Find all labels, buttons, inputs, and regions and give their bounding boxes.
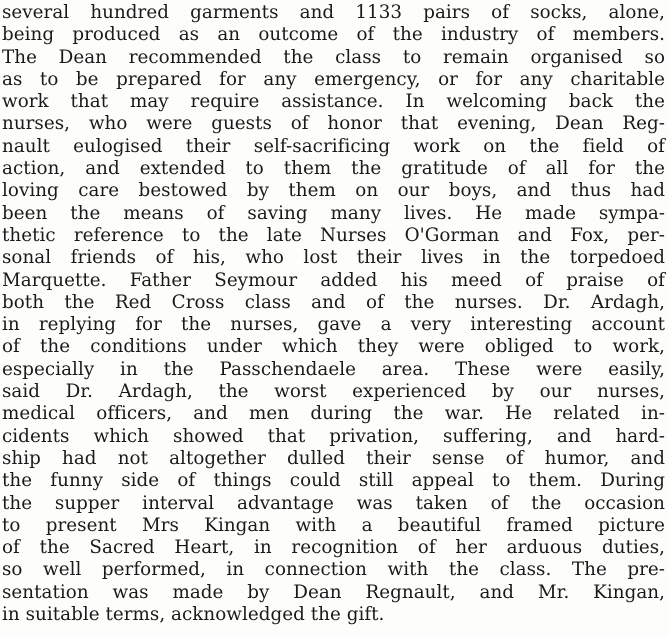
text-line-16: of the conditions under which they were obliged to work, bbox=[2, 336, 665, 358]
text-line-12: sonal friends of his, who lost their lives in the torpedoed bbox=[2, 247, 665, 269]
text-line-10: been the means of saving many lives. He made sympa- bbox=[2, 202, 665, 224]
text-line-9: loving care bestowed by them on our boys, and thus had bbox=[2, 180, 665, 202]
text-line-13: Marquette. Father Seymour added his meed of praise of bbox=[2, 269, 665, 291]
text-line-1: several hundred garments and 1133 pairs of socks, alone, bbox=[2, 2, 665, 23]
text-line-26: so well performed, in connection with the class. The pre- bbox=[2, 559, 665, 581]
text-line-15: in replying for the nurses, gave a very interesting account bbox=[2, 314, 665, 336]
text-line-24: to present Mrs Kingan with a beautiful framed picture bbox=[2, 514, 665, 536]
text-line-19: medical officers, and men during the war. He related in- bbox=[2, 403, 665, 425]
text-line-23: the supper interval advantage was taken of the occasion bbox=[2, 492, 665, 514]
text-line-27: sentation was made by Dean Regnault, and Mr. Kingan, bbox=[2, 581, 665, 603]
text-line-11: thetic reference to the late Nurses O'Gorman and Fox, per- bbox=[2, 224, 665, 246]
text-line-25: of the Sacred Heart, in recognition of her arduous duties, bbox=[2, 537, 665, 559]
text-line-17: especially in the Passchendaele area. These were easily, bbox=[2, 358, 665, 380]
text-line-22: the funny side of things could still appeal to them. During bbox=[2, 470, 665, 492]
text-line-3: The Dean recommended the class to remain organised so bbox=[2, 46, 665, 68]
text-line-8: action, and extended to them the gratitude of all for the bbox=[2, 158, 665, 180]
text-line-4: as to be prepared for any emergency, or for any charitable bbox=[2, 68, 665, 90]
text-line-6: nurses, who were guests of honor that evening, Dean Reg- bbox=[2, 113, 665, 135]
text-line-2: being produced as an outcome of the industry of members. bbox=[2, 24, 665, 46]
text-line-7: nault eulogised their self-sacrificing work on the field of bbox=[2, 135, 665, 157]
text-line-21: ship had not altogether dulled their sense of humor, and bbox=[2, 447, 665, 469]
text-line-14: both the Red Cross class and of the nurses. Dr. Ardagh, bbox=[2, 291, 665, 313]
text-line-20: cidents which showed that privation, suffering, and hard- bbox=[2, 425, 665, 447]
text-line-5: work that may require assistance. In welcoming back the bbox=[2, 91, 665, 113]
text-line-18: said Dr. Ardagh, the worst experienced by our nurses, bbox=[2, 381, 665, 403]
article-text bbox=[2, 2, 665, 626]
text-line-28: in suitable terms, acknowledged the gift. bbox=[2, 604, 385, 626]
